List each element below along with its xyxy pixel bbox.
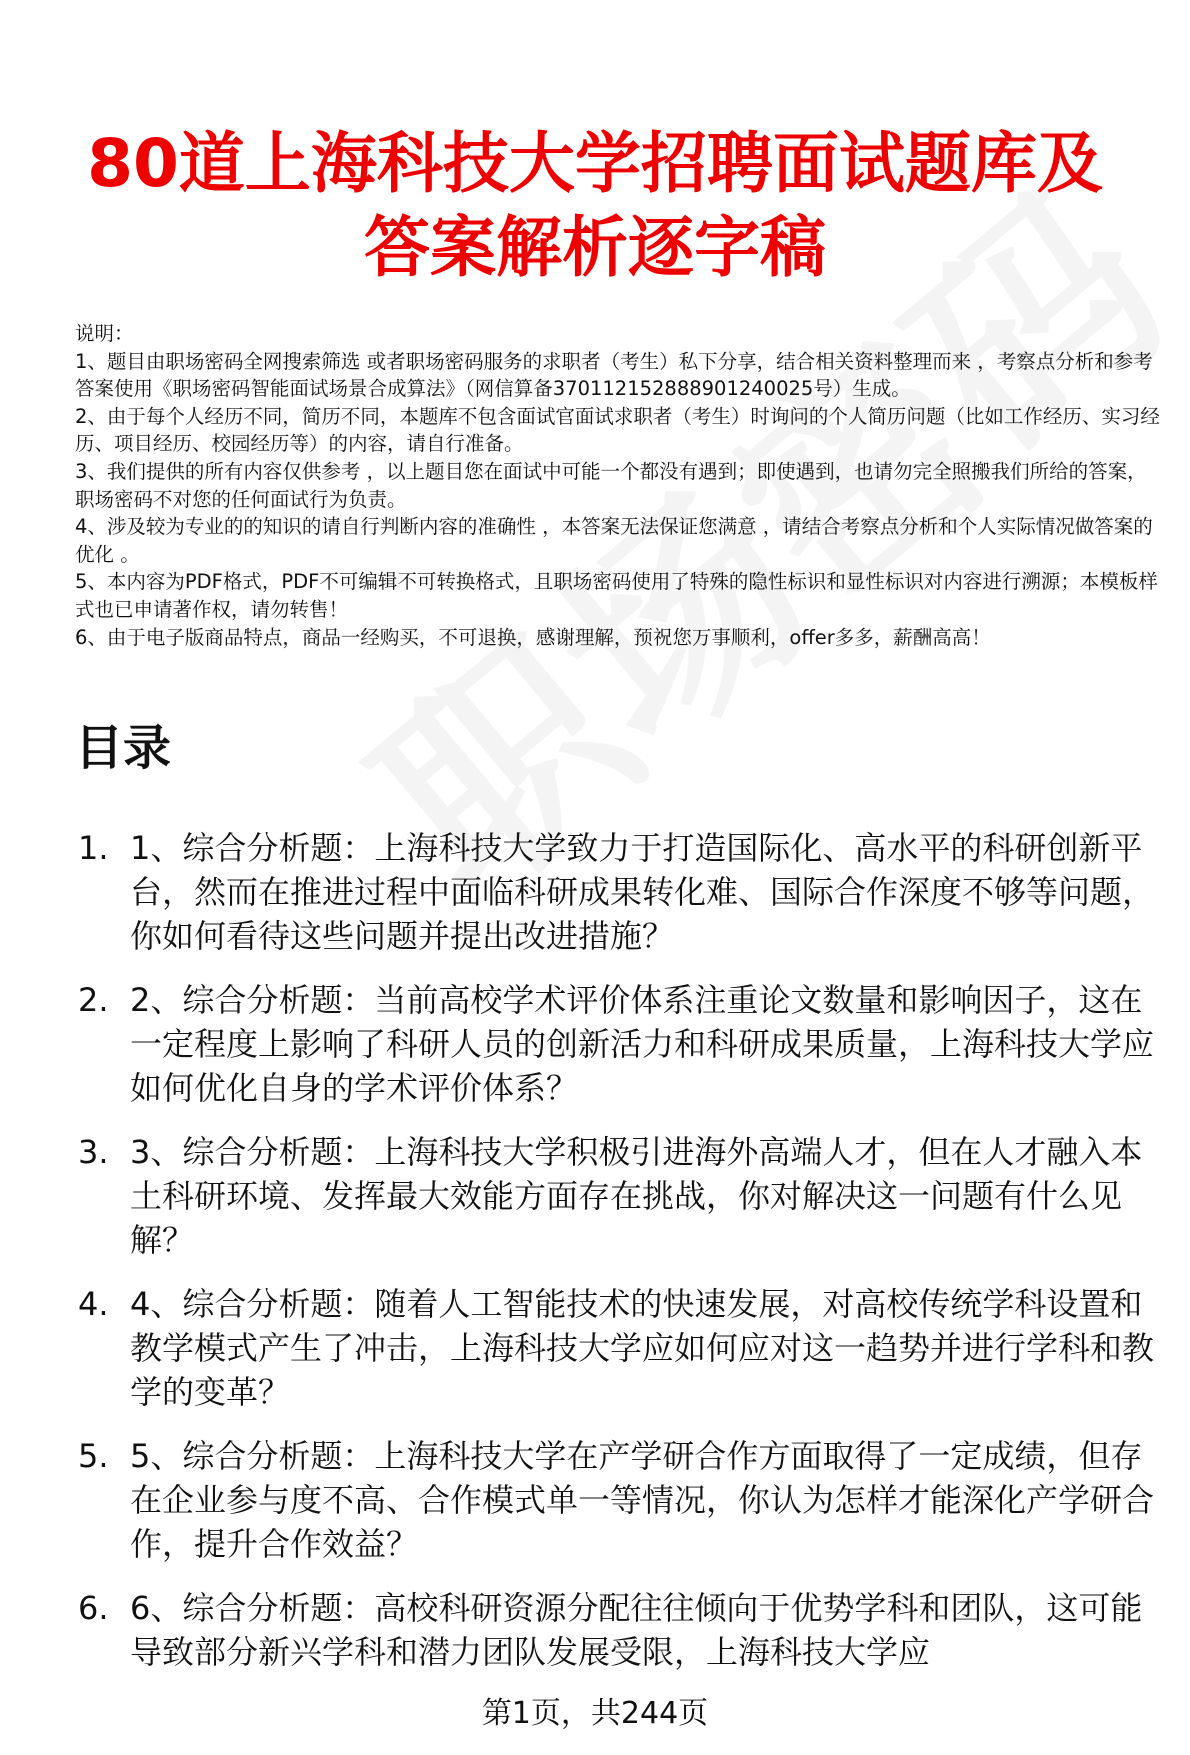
note-item-3: 3、我们提供的所有内容仅供参考 ，以上题目您在面试中可能一个都没有遇到；即使遇到，也请勿完全照搬我们所给的答案，职场密码不对您的任何面试行为负责。 bbox=[75, 459, 1147, 511]
toc-item-3[interactable] bbox=[78, 1130, 1168, 1262]
toc-item-1[interactable] bbox=[78, 826, 1168, 958]
toc-list bbox=[78, 826, 1168, 1694]
toc-item-2[interactable] bbox=[78, 978, 1168, 1110]
toc-item-number: 2. bbox=[78, 981, 109, 1019]
note-item-2: 2、由于每个人经历不同，简历不同，本题库不包含面试官面试求职者（考生）时询问的个人简历问题（比如工作经历、实习经历、项目经历、校园经历等）的内容，请自行准备。 bbox=[75, 404, 1160, 456]
toc-item-text: 4、综合分析题：随着人工智能技术的快速发展，对高校传统学科设置和教学模式产生了冲击，上海科技大学应如何应对这一趋势并进行学科和教学的变革？ bbox=[130, 1285, 1155, 1411]
title-line-1: 80道上海科技大学招聘面试题库及 bbox=[87, 125, 1103, 202]
toc-heading: 目录 bbox=[75, 720, 172, 776]
toc-item-number: 1. bbox=[78, 829, 109, 867]
toc-item-text: 6、综合分析题：高校科研资源分配往往倾向于优势学科和团队，这可能导致部分新兴学科和潜力团队发展受限，上海科技大学应 bbox=[130, 1589, 1143, 1671]
note-item-1: 1、题目由职场密码全网搜索筛选 或者职场密码服务的求职者（考生）私下分享，结合相关资料整理而来 ，考察点分析和参考答案使用《职场密码智能面试场景合成算法》（网信算备370112152888901240025号）生成。 bbox=[75, 349, 1153, 401]
toc-item-number: 5. bbox=[78, 1437, 109, 1475]
toc-item-6[interactable] bbox=[78, 1586, 1168, 1674]
document-title bbox=[60, 122, 1130, 290]
toc-item-text: 2、综合分析题：当前高校学术评价体系注重论文数量和影响因子，这在一定程度上影响了科研人员的创新活力和科研成果质量，上海科技大学应如何优化自身的学术评价体系？ bbox=[130, 981, 1155, 1107]
toc-item-number: 4. bbox=[78, 1285, 109, 1323]
notes-heading: 说明： bbox=[75, 322, 134, 345]
toc-item-text: 5、综合分析题：上海科技大学在产学研合作方面取得了一定成绩，但存在企业参与度不高、合作模式单一等情况，你认为怎样才能深化产学研合作，提升合作效益？ bbox=[130, 1437, 1155, 1563]
note-item-5: 5、本内容为PDF格式，PDF不可编辑不可转换格式，且职场密码使用了特殊的隐性标识和显性标识对内容进行溯源；本模板样式也已申请著作权，请勿转售！ bbox=[75, 570, 1158, 621]
toc-item-text: 3、综合分析题：上海科技大学积极引进海外高端人才，但在人才融入本土科研环境、发挥最大效能方面存在挑战，你对解决这一问题有什么见解？ bbox=[130, 1133, 1143, 1259]
toc-item-number: 3. bbox=[78, 1133, 109, 1171]
toc-item-text: 1、综合分析题：上海科技大学致力于打造国际化、高水平的科研创新平台，然而在推进过程中面临科研成果转化难、国际合作深度不够等问题，你如何看待这些问题并提出改进措施？ bbox=[130, 829, 1155, 955]
title-line-2: 答案解析逐字稿 bbox=[364, 209, 826, 286]
toc-item-4[interactable] bbox=[78, 1282, 1168, 1414]
toc-item-5[interactable] bbox=[78, 1434, 1168, 1566]
note-item-6: 6、由于电子版商品特点，商品一经购买，不可退换，感谢理解，预祝您万事顺利，offer多多，薪酬高高！ bbox=[75, 625, 991, 649]
note-item-4: 4、涉及较为专业的的知识的请自行判断内容的准确性 ，本答案无法保证您满意 ，请结合考察点分析和个人实际情况做答案的优化 。 bbox=[75, 515, 1153, 566]
toc-item-number: 6. bbox=[78, 1589, 109, 1627]
page-footer: 第1页，共244页 bbox=[0, 1694, 1190, 1734]
notes-section bbox=[75, 320, 1165, 651]
